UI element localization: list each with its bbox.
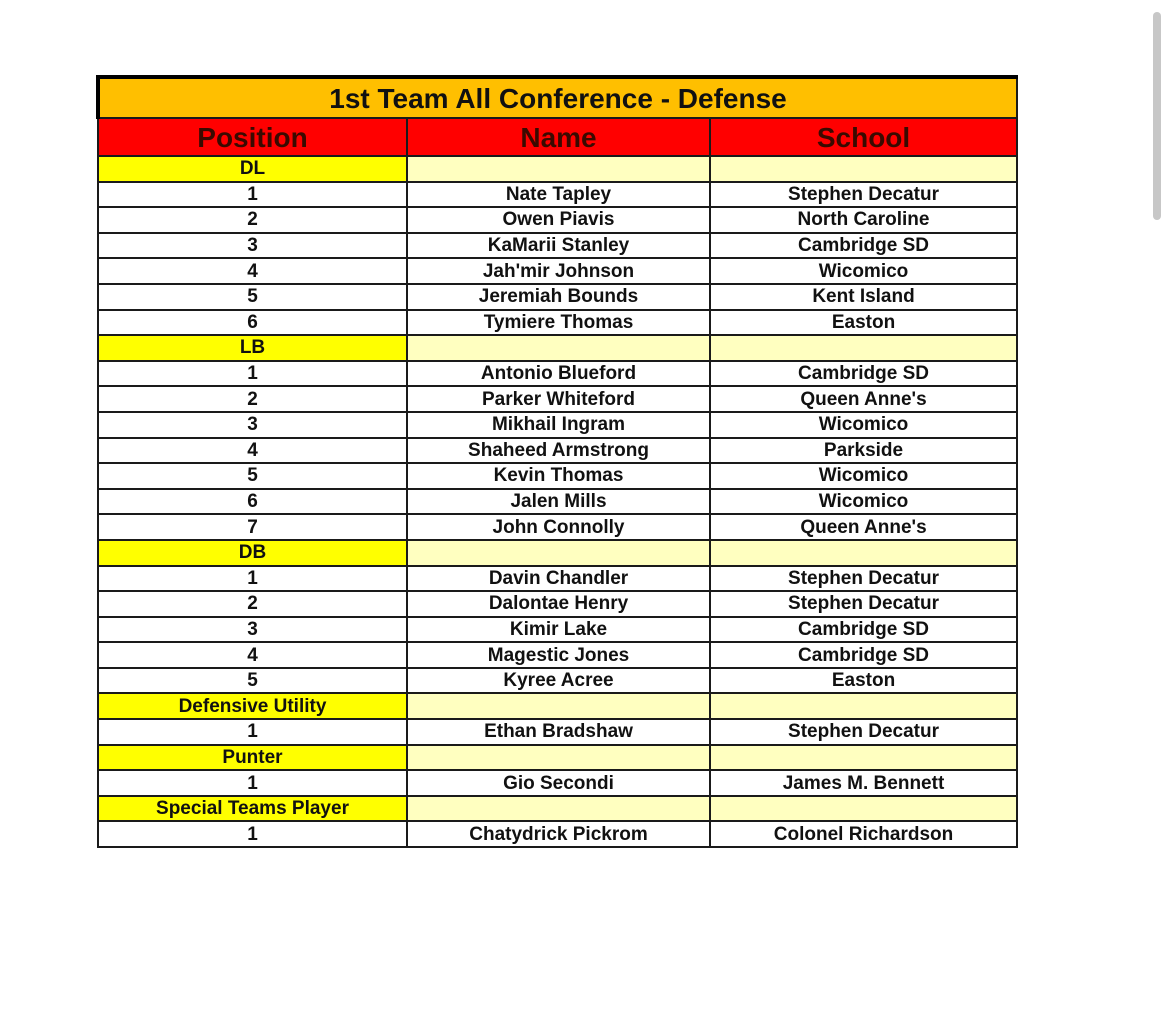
player-row [98, 438, 1017, 464]
group-empty-cell [710, 335, 1017, 361]
vertical-scrollbar[interactable] [1153, 12, 1161, 220]
player-name: Dalontae Henry [407, 591, 710, 617]
player-school: Wicomico [710, 463, 1017, 489]
position-header: Position [98, 118, 407, 156]
all-conference-table [96, 75, 1018, 848]
player-rank: 4 [98, 438, 407, 464]
player-name: Magestic Jones [407, 642, 710, 668]
player-row [98, 566, 1017, 592]
player-rank: 6 [98, 489, 407, 515]
player-rank: 2 [98, 591, 407, 617]
player-school: Stephen Decatur [710, 719, 1017, 745]
group-empty-cell [407, 796, 710, 822]
player-row [98, 514, 1017, 540]
group-empty-cell [710, 796, 1017, 822]
player-name: Jalen Mills [407, 489, 710, 515]
player-name: Owen Piavis [407, 207, 710, 233]
group-label: Punter [98, 745, 407, 771]
player-rank: 5 [98, 284, 407, 310]
player-school: Kent Island [710, 284, 1017, 310]
player-name: Kimir Lake [407, 617, 710, 643]
player-school: North Caroline [710, 207, 1017, 233]
player-row [98, 770, 1017, 796]
player-school: Parkside [710, 438, 1017, 464]
group-row [98, 745, 1017, 771]
group-label: Defensive Utility [98, 693, 407, 719]
player-name: Chatydrick Pickrom [407, 821, 710, 847]
group-empty-cell [407, 693, 710, 719]
group-row [98, 156, 1017, 182]
player-row [98, 386, 1017, 412]
player-name: Antonio Blueford [407, 361, 710, 387]
player-school: Cambridge SD [710, 233, 1017, 259]
player-row [98, 463, 1017, 489]
group-label: Special Teams Player [98, 796, 407, 822]
group-empty-cell [710, 745, 1017, 771]
player-row [98, 668, 1017, 694]
player-row [98, 412, 1017, 438]
player-row [98, 233, 1017, 259]
player-row [98, 258, 1017, 284]
player-row [98, 642, 1017, 668]
player-name: Mikhail Ingram [407, 412, 710, 438]
player-name: Jah'mir Johnson [407, 258, 710, 284]
player-rank: 3 [98, 233, 407, 259]
group-row [98, 796, 1017, 822]
player-name: Kevin Thomas [407, 463, 710, 489]
player-rank: 1 [98, 821, 407, 847]
player-school: Stephen Decatur [710, 182, 1017, 208]
player-rank: 4 [98, 642, 407, 668]
group-empty-cell [407, 540, 710, 566]
group-empty-cell [407, 745, 710, 771]
player-rank: 2 [98, 207, 407, 233]
group-label: DB [98, 540, 407, 566]
player-name: Kyree Acree [407, 668, 710, 694]
player-name: Shaheed Armstrong [407, 438, 710, 464]
player-rank: 2 [98, 386, 407, 412]
player-row [98, 310, 1017, 336]
group-empty-cell [710, 540, 1017, 566]
player-row [98, 182, 1017, 208]
player-row [98, 489, 1017, 515]
player-rank: 1 [98, 770, 407, 796]
name-header: Name [407, 118, 710, 156]
player-school: Cambridge SD [710, 642, 1017, 668]
player-school: Queen Anne's [710, 386, 1017, 412]
player-rank: 1 [98, 361, 407, 387]
group-label: DL [98, 156, 407, 182]
player-school: Colonel Richardson [710, 821, 1017, 847]
player-school: Wicomico [710, 412, 1017, 438]
player-school: Cambridge SD [710, 617, 1017, 643]
player-rank: 6 [98, 310, 407, 336]
player-school: Queen Anne's [710, 514, 1017, 540]
player-school: Stephen Decatur [710, 591, 1017, 617]
player-rank: 4 [98, 258, 407, 284]
player-name: Tymiere Thomas [407, 310, 710, 336]
group-empty-cell [407, 156, 710, 182]
group-empty-cell [710, 693, 1017, 719]
player-row [98, 361, 1017, 387]
player-row [98, 617, 1017, 643]
player-name: Davin Chandler [407, 566, 710, 592]
player-rank: 5 [98, 463, 407, 489]
player-school: Stephen Decatur [710, 566, 1017, 592]
player-name: John Connolly [407, 514, 710, 540]
player-rank: 7 [98, 514, 407, 540]
player-school: Wicomico [710, 489, 1017, 515]
player-rank: 1 [98, 719, 407, 745]
group-empty-cell [710, 156, 1017, 182]
table-title: 1st Team All Conference - Defense [98, 77, 1017, 118]
header-row [98, 118, 1017, 156]
player-name: Gio Secondi [407, 770, 710, 796]
school-header: School [710, 118, 1017, 156]
player-row [98, 284, 1017, 310]
player-row [98, 821, 1017, 847]
player-school: James M. Bennett [710, 770, 1017, 796]
player-name: Jeremiah Bounds [407, 284, 710, 310]
player-name: Nate Tapley [407, 182, 710, 208]
player-row [98, 591, 1017, 617]
group-row [98, 540, 1017, 566]
player-school: Cambridge SD [710, 361, 1017, 387]
player-row [98, 207, 1017, 233]
player-name: Ethan Bradshaw [407, 719, 710, 745]
player-rank: 5 [98, 668, 407, 694]
group-label: LB [98, 335, 407, 361]
player-rank: 1 [98, 182, 407, 208]
title-row [98, 77, 1017, 118]
player-row [98, 719, 1017, 745]
player-school: Wicomico [710, 258, 1017, 284]
player-name: KaMarii Stanley [407, 233, 710, 259]
group-row [98, 693, 1017, 719]
group-empty-cell [407, 335, 710, 361]
player-name: Parker Whiteford [407, 386, 710, 412]
player-rank: 3 [98, 617, 407, 643]
player-rank: 1 [98, 566, 407, 592]
player-school: Easton [710, 668, 1017, 694]
group-row [98, 335, 1017, 361]
player-school: Easton [710, 310, 1017, 336]
player-rank: 3 [98, 412, 407, 438]
